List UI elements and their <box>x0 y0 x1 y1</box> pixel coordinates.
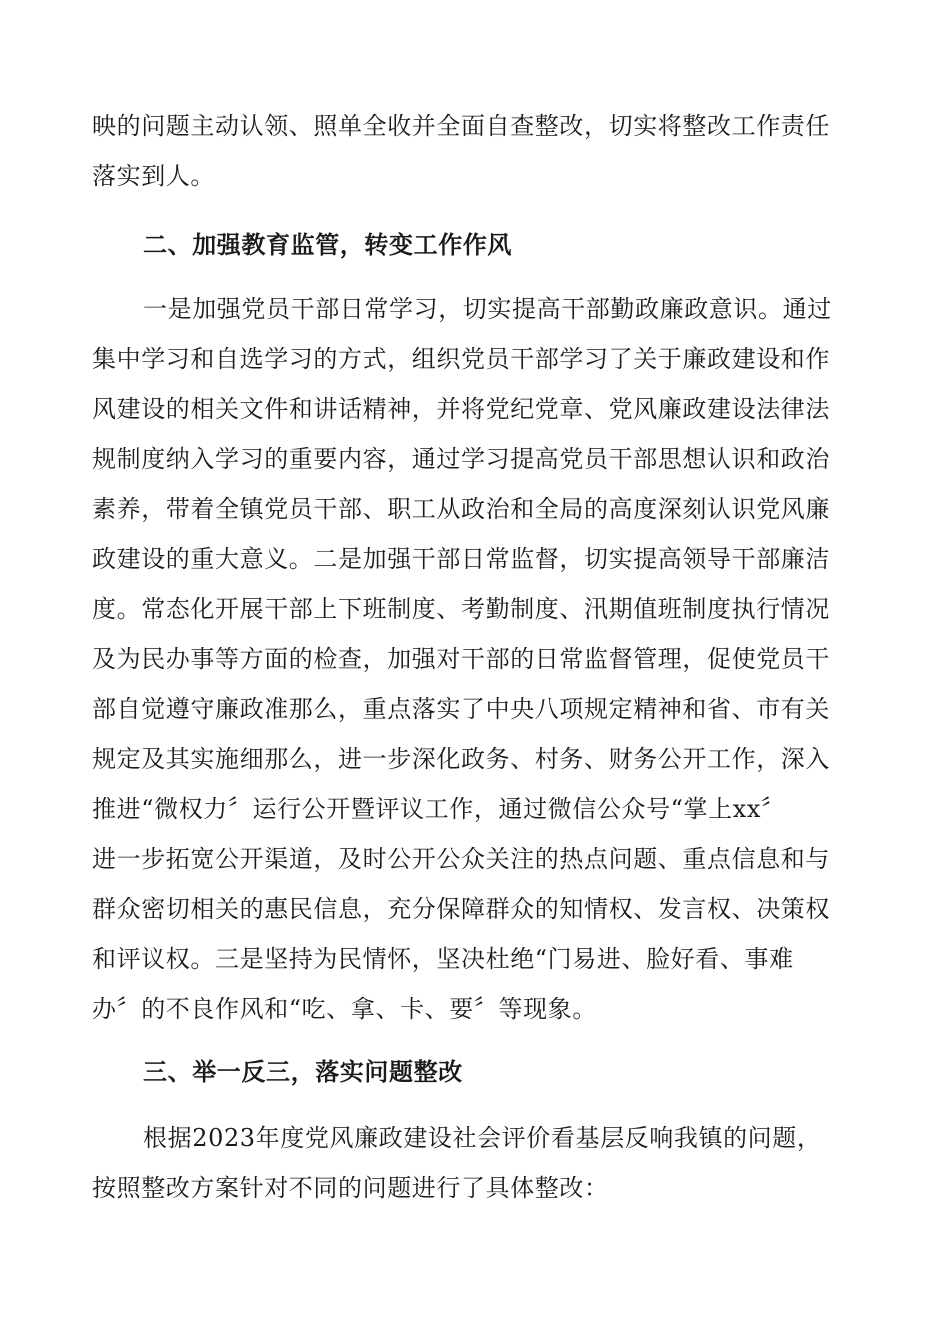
paragraph-line: 落实到人。 <box>92 162 215 190</box>
paragraph-line: 政建设的重大意义。二是加强干部日常监督，切实提高领导干部廉洁 <box>92 545 830 573</box>
paragraph-line: 及为民办事等方面的检查，加强对干部的日常监督管理，促使党员干 <box>92 645 830 673</box>
paragraph-line: 规制度纳入学习的重要内容，通过学习提高党员干部思想认识和政治 <box>92 445 830 473</box>
paragraph-line: 进一步拓宽公开渠道，及时公开公众关注的热点问题、重点信息和与 <box>92 845 830 873</box>
paragraph-line: 映的问题主动认领、照单全收并全面自查整改，切实将整改工作责任 <box>92 112 830 140</box>
paragraph-line: 风建设的相关文件和讲话精神，并将党纪党章、党风廉政建设法律法 <box>92 395 830 423</box>
paragraph-line: 按照整改方案针对不同的问题进行了具体整改： <box>92 1174 609 1202</box>
section-heading-3: 三、举一反三，落实问题整改 <box>143 1058 463 1086</box>
paragraph-line: 根据2023年度党风廉政建设社会评价看基层反响我镇的问题， <box>143 1124 822 1152</box>
paragraph-line: 集中学习和自选学习的方式，组织党员干部学习了关于廉政建设和作 <box>92 345 830 373</box>
paragraph-line: 办〞的不良作风和“吃、拿、卡、要〞等现象。 <box>92 995 597 1023</box>
paragraph-line: 和评议权。三是坚持为民情怀，坚决杜绝“门易进、脸好看、事难 <box>92 945 794 973</box>
paragraph-line: 部自觉遵守廉政准那么，重点落实了中央八项规定精神和省、市有关 <box>92 695 830 723</box>
paragraph-line: 规定及其实施细那么，进一步深化政务、村务、财务公开工作，深入 <box>92 745 830 773</box>
paragraph-line: 推进“微权力〞运行公开暨评议工作，通过微信公众号“掌上xx〞 <box>92 795 786 823</box>
paragraph-line: 群众密切相关的惠民信息，充分保障群众的知情权、发言权、决策权 <box>92 895 830 923</box>
section-heading-2: 二、加强教育监管，转变工作作风 <box>143 231 512 259</box>
paragraph-line: 一是加强党员干部日常学习，切实提高干部勤政廉政意识。通过 <box>143 295 832 323</box>
paragraph-line: 度。常态化开展干部上下班制度、考勤制度、汛期值班制度执行情况 <box>92 595 830 623</box>
paragraph-line: 素养，带着全镇党员干部、职工从政治和全局的高度深刻认识党风廉 <box>92 495 830 523</box>
